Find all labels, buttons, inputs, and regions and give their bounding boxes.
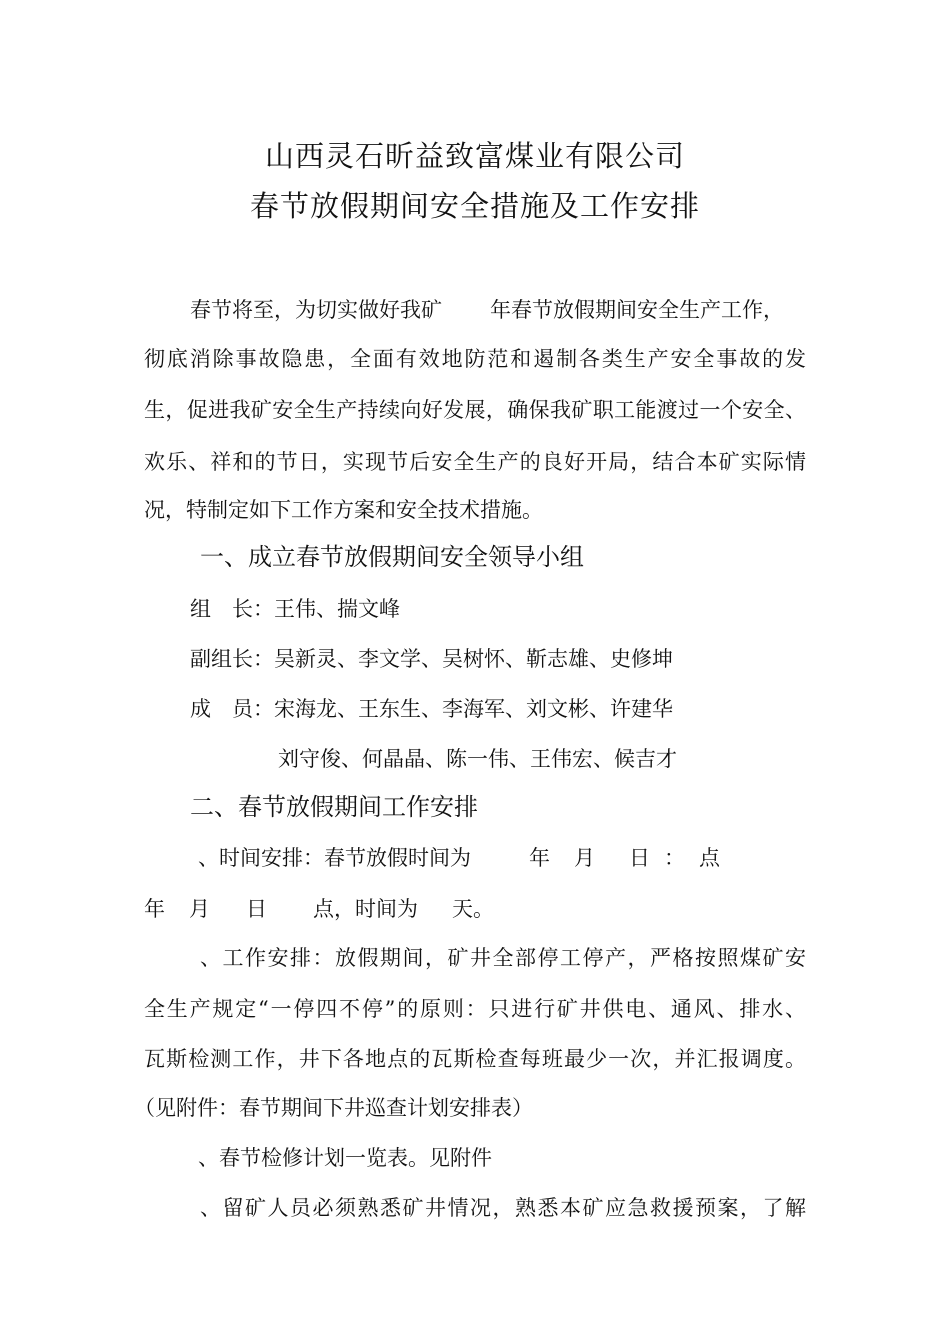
repair-line: 、春节检修计划一览表。见附件 (198, 1146, 492, 1170)
deputy-row (190, 644, 673, 674)
section-1-heading: 一、成立春节放假期间安全领导小组 (200, 543, 584, 571)
document-title: 春节放假期间安全措施及工作安排 (249, 189, 700, 223)
member-row (190, 694, 673, 724)
intro-line-5: 况，特制定如下工作方案和安全技术措施。 (144, 498, 543, 522)
leader-row (190, 594, 400, 624)
time-label: 、时间安排：春节放假时间为 (198, 846, 471, 870)
intro-line-1 (190, 295, 784, 325)
work-line-2: 全生产规定“一停四不停”的原则：只进行矿井供电、通风、排水、 (144, 997, 806, 1021)
leader-label: 组 长： (190, 597, 274, 621)
time-point-1: 点 (699, 846, 720, 870)
intro-line-1-part-b: 年春节放假期间安全生产工作， (490, 298, 784, 322)
member-label: 成 员： (190, 697, 274, 721)
intro-line-2: 彻底消除事故隐患，全面有效地防范和遏制各类生产安全事故的发 (144, 347, 806, 371)
time-month-1: 月 (574, 846, 595, 870)
time-year-1: 年 (529, 846, 550, 870)
time-line-1 (198, 843, 720, 873)
time-point-2: 点，时间为 (313, 897, 418, 921)
work-line-3: 瓦斯检测工作，井下各地点的瓦斯检查每班最少一次，并汇报调度。 (144, 1047, 806, 1071)
company-title: 山西灵石昕益致富煤业有限公司 (264, 139, 685, 173)
member-names-2: 刘守俊、何晶晶、陈一伟、王伟宏、候吉才 (278, 747, 677, 771)
intro-line-1-part-a: 春节将至，为切实做好我矿 (190, 298, 442, 322)
time-year-2: 年 (144, 897, 165, 921)
intro-line-4: 欢乐、祥和的节日，实现节后安全生产的良好开局，结合本矿实际情 (144, 450, 806, 474)
deputy-names: 吴新灵、李文学、吴树怀、靳志雄、史修坤 (274, 647, 673, 671)
time-line-2 (144, 894, 494, 924)
time-day-2: 日 (246, 897, 267, 921)
time-colon: ： (664, 846, 685, 870)
member-names-1: 宋海龙、王东生、李海军、刘文彬、许建华 (274, 697, 673, 721)
work-line-1: 、工作安排：放假期间，矿井全部停工停产，严格按照煤矿安 (200, 946, 806, 970)
leader-names: 王伟、揣文峰 (274, 597, 400, 621)
time-days: 天。 (452, 897, 494, 921)
time-month-2: 月 (189, 897, 210, 921)
intro-line-3: 生，促进我矿安全生产持续向好发展，确保我矿职工能渡过一个安全、 (144, 398, 806, 422)
time-day-1: 日 (629, 846, 650, 870)
deputy-label: 副组长： (190, 647, 274, 671)
stay-line: 、留矿人员必须熟悉矿井情况，熟悉本矿应急救援预案，了解 (200, 1196, 806, 1220)
section-2-heading: 二、春节放假期间工作安排 (190, 793, 478, 821)
work-line-4: （见附件：春节期间下井巡查计划安排表） (134, 1096, 533, 1120)
